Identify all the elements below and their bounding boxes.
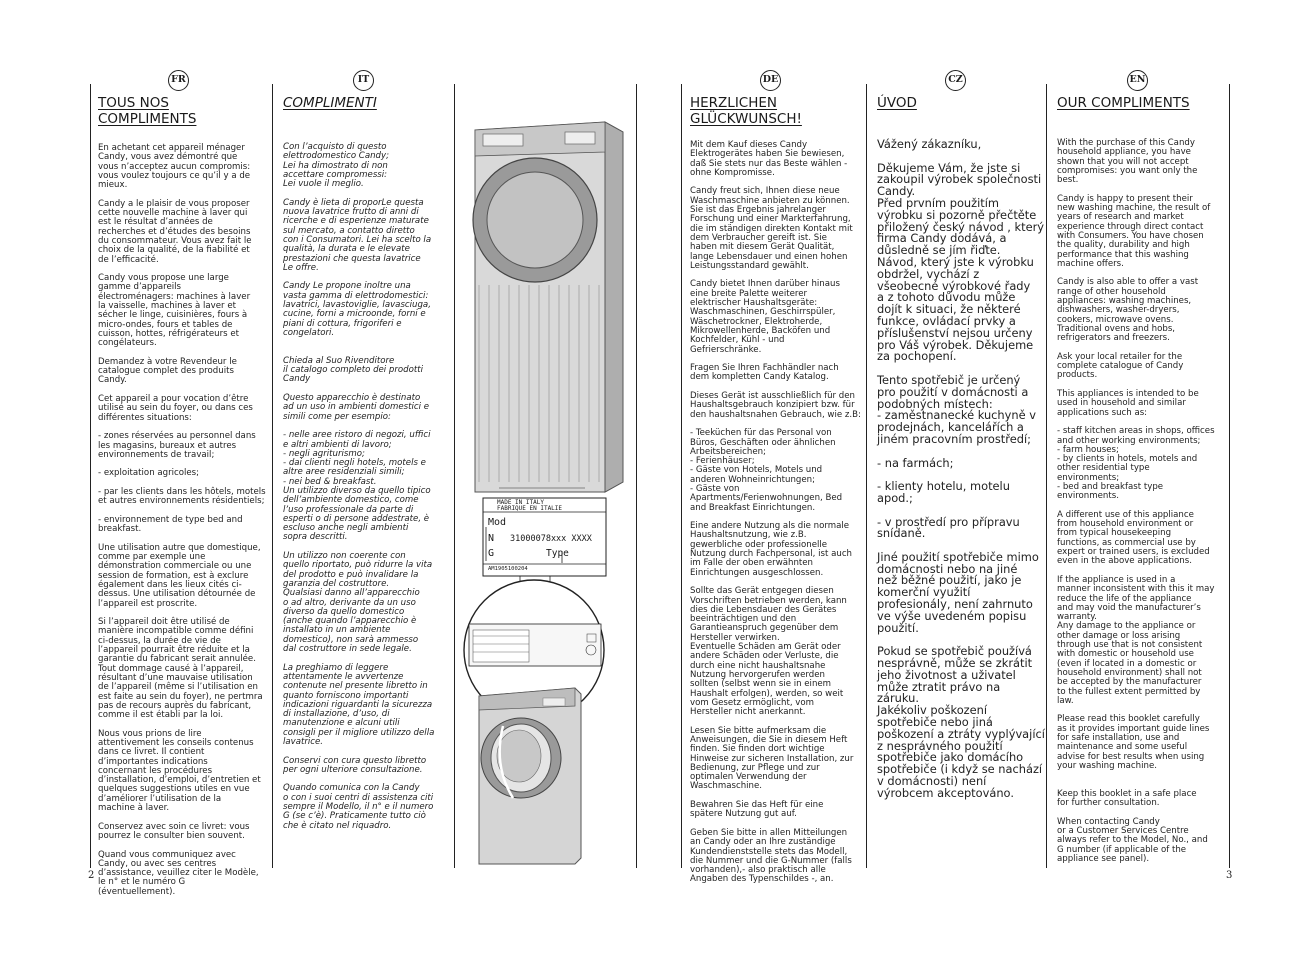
section-title-it: COMPLIMENTI (283, 95, 377, 111)
column-rule-fr-it-end (636, 84, 637, 868)
language-badge-en: EN (1127, 70, 1148, 91)
section-body-cz: Vážený zákazníku, Děkujeme Vám, že jste si zakoupil výrobek společnosti Candy. Před prvním použitím výrobku si pozorně přečtěte přiložený český návod , který firma Candy dodává, a důsledně se jím řiďte. Návod, který jste k výrobku obdržel, vychází z všeobecné výrobkové řady a z tohoto důvodu může dojít k situaci, že některé funkce, ovládací prvky a příslušenství nejsou určeny pro Váš výrobek. Děkujeme za pochopení. Tento spotřebič je určený pro použití v domácnosti a podobných místech: - zaměstnanecké kuchyně v prodejnách, kancelářích a jiném pracovním prostředí; - na farmách; - klienty hotelu, motelu apod.; - v prostředí pro přípravu snídaně. Jiné použití spotřebiče mimo domácnosti nebo na jiné než běžné použití, jako je komerční využití profesionály, není zahrnuto ve výše uvedeném popisu použití. Pokud se spotřebič používá nesprávně, může se zkrátit jeho životnost a uživatel může ztratit právo na záruku. Jakékoliv poškození spotřebiče nebo jiná poškození a ztráty vyplývající z nesprávného použití spotřebiče jako domácího spotřebiče (i když se nachází v domácnosti) není výrobcem akceptováno. (877, 137, 1045, 800)
page-number-left: 2 (88, 870, 95, 881)
column-rule-cz (866, 84, 867, 868)
rating-plate-barcode-text: AM1905100204 (488, 566, 528, 572)
column-rule-fr (90, 84, 91, 868)
column-rule-end (1229, 84, 1230, 868)
language-badge-fr: FR (168, 70, 189, 91)
rating-plate-type: Type (546, 548, 569, 559)
section-body-fr: En achetant cet appareil ménager Candy, vous avez démontré que vous n’acceptez aucun compromis: vous voulez toujours ce qu’il y a de mieux. Candy a le plaisir de vous proposer cette nouvelle machine à laver qui est le résultat d’années de recherches et d’études des besoins du consommateur. Vous avez fait le choix de la qualité, de la fiabilité et de l’efficacité. Candy vous propose une large gamme d’appareils électroménagers: machines à laver la vaisselle, machines à laver et sécher le linge, cuisinières, fours à micro-ondes, fours et tables de cuisson, hottes, réfrigérateurs et congélateurs. Demandez à votre Revendeur le catalogue complet des produits Candy. Cet appareil a pour vocation d’être utilisé au sein du foyer, ou dans ces différentes situations: - zones réservées au personnel dans les magasins, bureaux et autres environnements de travail; - exploitation agricoles; - par les clients dans les hôtels, motels et autres environnements résidentiels; - environnement de type bed and breakfast. Une utilisation autre que domestique, comme par exemple une démonstration commerciale ou une session de formation, est à exclure également dans les lieux cités ci- dessus. Une utilisation détournée de l’appareil est proscrite. Si l’appareil doit être utilisé de manière incompatible comme défini ci-dessus, la durée de vie de l’appareil pourrait être réduite et la garantie du fabricant serait annulée. Tout dommage causé à l’appareil, résultant d’une mauvaise utilisation de l’appareil (même si l’utilisation en est faite au sein du foyer), ne pertmra pas de recours auprès du fabricant, comme il est établi par la loi. Nous vous prions de lire attentivement les conseils contenus dans ce livret. Il contient d’importantes indications concernant les procédures d’installation, d’emploi, d’entretien et quelques suggestions utiles en vue d’améliorer l’utilisation de la machine à laver. Conservez avec soin ce livret: vous pourrez le consulter bien souvent. Quand vous communiquez avec Candy, ou avec ses centres d’assistance, veuillez citer le Modèle, le n° et le numéro G (éventuellement). (98, 143, 266, 897)
rating-plate-fabrique: FABRIQUE EN ITALIE (497, 505, 563, 512)
rating-plate-made-in: MADE IN ITALY (497, 499, 544, 506)
machine-with-open-door-illustration (455, 576, 636, 866)
section-body-it: Con l’acquisto di questo elettrodomestico Candy; Lei ha dimostrato di non accettare compromessi: Lei vuole il meglio. Candy è lieta di proporLe questa nuova lavatrice frutto di anni di ricerche e di esperienze maturate sul mercato, a contatto diretto con i Consumatori. Lei ha scelto la qualità, la durata e le elevate prestazioni che questa lavatrice Le offre. Candy Le propone inoltre una vasta gamma di elettrodomestici: lavatrici, lavastoviglie, lavasciuga, cucine, forni a microonde, forni e piani di cottura, frigoriferi e congelatori. Chieda al Suo Rivenditore il catalogo completo dei prodotti Candy Questo apparecchio è destinato ad un uso in ambienti domestici e simili come per esempio: - nelle aree ristoro di negozi, uffici e altri ambienti di lavoro; - negli agriturismo; - dai clienti negli hotels, motels e altre aree residenziali simili; - nei bed & breakfast. Un utilizzo diverso da quello tipico dell’ambiente domestico, come l’uso professionale da parte di esperti o di persone addestrate, è escluso anche negli ambienti sopra descritti. Un utilizzo non coerente con quello riportato, può ridurre la vita del prodotto e può invalidare la garanzia del costruttore. Qualsiasi danno all’apparecchio o ad altro, derivante da un uso diverso da quello domestico (anche quando l’apparecchio è installato in un ambiente domestico), non sarà ammesso dal costruttore in sede legale. La preghiamo di leggere attentamente le avvertenze contenute nel presente libretto in quanto forniscono importanti indicazioni riguardanti la sicurezza di installazione, d’uso, di manutenzione e alcuni utili consigli per il migliore utilizzo della lavatrice. Conservi con cura questo libretto per ogni ulteriore consultazione. Quando comunica con la Candy o con i suoi centri di assistenza citi sempre il Modello, il n° e il numero G (se c’è). Praticamente tutto ciò che è citato nel riquadro. (283, 142, 435, 831)
language-badge-de: DE (760, 70, 781, 91)
washing-machine-illustration (455, 110, 636, 500)
section-body-de: Mit dem Kauf dieses Candy Elektrogerätes haben Sie bewiesen, daß Sie stets nur das Beste wählen - ohne Kompromisse. Candy freut sich, Ihnen diese neue Waschmaschine anbieten zu können. Sie ist das Ergebnis jahrelanger Forschung und einer Markterfahrung, die im ständigen direkten Kontakt mit dem Verbraucher gereift ist. Sie haben mit diesem Gerät Qualität, lange Lebensdauer und einen hohen Leistungsstandard gewählt. Candy bietet Ihnen darüber hinaus eine breite Palette weiterer elektrischer Haushaltsgeräte: Waschmaschinen, Geschirrspüler, Wäschetrockner, Elektroherde, Mikrowellenherde, Backöfen und Kochfelder, Kühl - und Gefrierschränke. Fragen Sie Ihren Fachhändler nach dem kompletten Candy Katalog. Dieses Gerät ist ausschließlich für den Haushaltsgebrauch konzipiert bzw. für den haushaltsnahen Gebrauch, wie z.B: - Teeküchen für das Personal von Büros, Geschäften oder ähnlichen Arbeitsbereichen; - Ferienhäuser; - Gäste von Hotels, Motels und anderen Wohneinrichtungen; - Gäste von Apartments/Ferienwohnungen, Bed and Breakfast Einrichtungen. Eine andere Nutzung als die normale Haushaltsnutzung, wie z.B. gewerbliche oder professionelle Nutzung durch Fachpersonal, ist auch im Falle der oben erwähnten Einrichtungen ausgeschlossen. Sollte das Gerät entgegen diesen Vorschriften betrieben werden, kann dies die Lebensdauer des Gerätes beeinträchtigen und den Garantieanspruch gegenüber dem Hersteller verwirken. Eventuelle Schäden am Gerät oder andere Schäden oder Verluste, die durch eine nicht haushaltsnahe Nutzung hervorgerufen werden sollten (selbst wenn sie in einem Haushalt erfolgen), werden, so weit vom Gesetz ermöglicht, vom Hersteller nicht anerkannt. Lesen Sie bitte aufmerksam die Anweisungen, die Sie in diesem Heft finden. Sie finden dort wichtige Hinweise zur sicheren Installation, zur Bedienung, zur Pflege und zur optimalen Verwendung der Waschmaschine. Bewahren Sie das Heft für eine spätere Nutzung gut auf. Geben Sie bitte in allen Mitteilungen an Candy oder an Ihre zuständige Kundendienststelle stets das Modell, die Nummer und die G-Nummer (falls vorhanden),- also praktisch alle Angaben des Typenschildes -, an. (690, 140, 861, 885)
rating-plate-mod: Mod (488, 517, 507, 528)
column-rule-it (272, 84, 273, 868)
language-badge-it: IT (353, 70, 374, 91)
column-rule-de (681, 84, 682, 868)
section-title-en: OUR COMPLIMENTS (1057, 95, 1190, 111)
section-title-de: HERZLICHEN GLÜCKWUNSCH! (690, 95, 802, 127)
section-title-fr: TOUS NOS COMPLIMENTS (98, 95, 197, 127)
section-body-en: With the purchase of this Candy household appliance, you have shown that you will not accept compromises: you want only the best. Candy is happy to present their new washing machine, the result of years of research and market experience through direct contact with Consumers. You have chosen the quality, durability and high performance that this washing machine offers. Candy is also able to offer a vast range of other household appliances: washing machines, dishwashers, washer-dryers, cookers, microwave ovens. Traditional ovens and hobs, refrigerators and freezers. Ask your local retailer for the complete catalogue of Candy products. This appliances is intended to be used in household and similar applications such as: - staff kitchen areas in shops, offices and other working environments; - farm houses; - by clients in hotels, motels and other residential type environments; - bed and breakfast type environments. A different use of this appliance from household environment or from typical housekeeping functions, as commercial use by expert or trained users, is excluded even in the above applications. If the appliance is used in a manner inconsistent with this it may reduce the life of the appliance and may void the manufacturer’s warranty. Any damage to the appliance or other damage or loss arising through use that is not consistent with domestic or household use (even if located in a domestic or household environment) shall not be accepted by the manufacturer to the fullest extent permitted by law. Please read this booklet carefully as it provides important guide lines for safe installation, use and maintenance and some useful advise for best results when using your washing machine. Keep this booklet in a safe place for further consultation. When contacting Candy or a Customer Services Centre always refer to the Model, No., and G number (if applicable of the appliance see panel). (1057, 138, 1215, 864)
rating-plate-serial: 31000078xxx XXXX (510, 534, 592, 544)
rating-plate-n: N (488, 533, 495, 544)
language-badge-cz: CZ (945, 70, 966, 91)
rating-plate-g: G (488, 548, 495, 559)
page-number-right: 3 (1226, 870, 1233, 881)
section-title-cz: ÚVOD (877, 95, 917, 111)
